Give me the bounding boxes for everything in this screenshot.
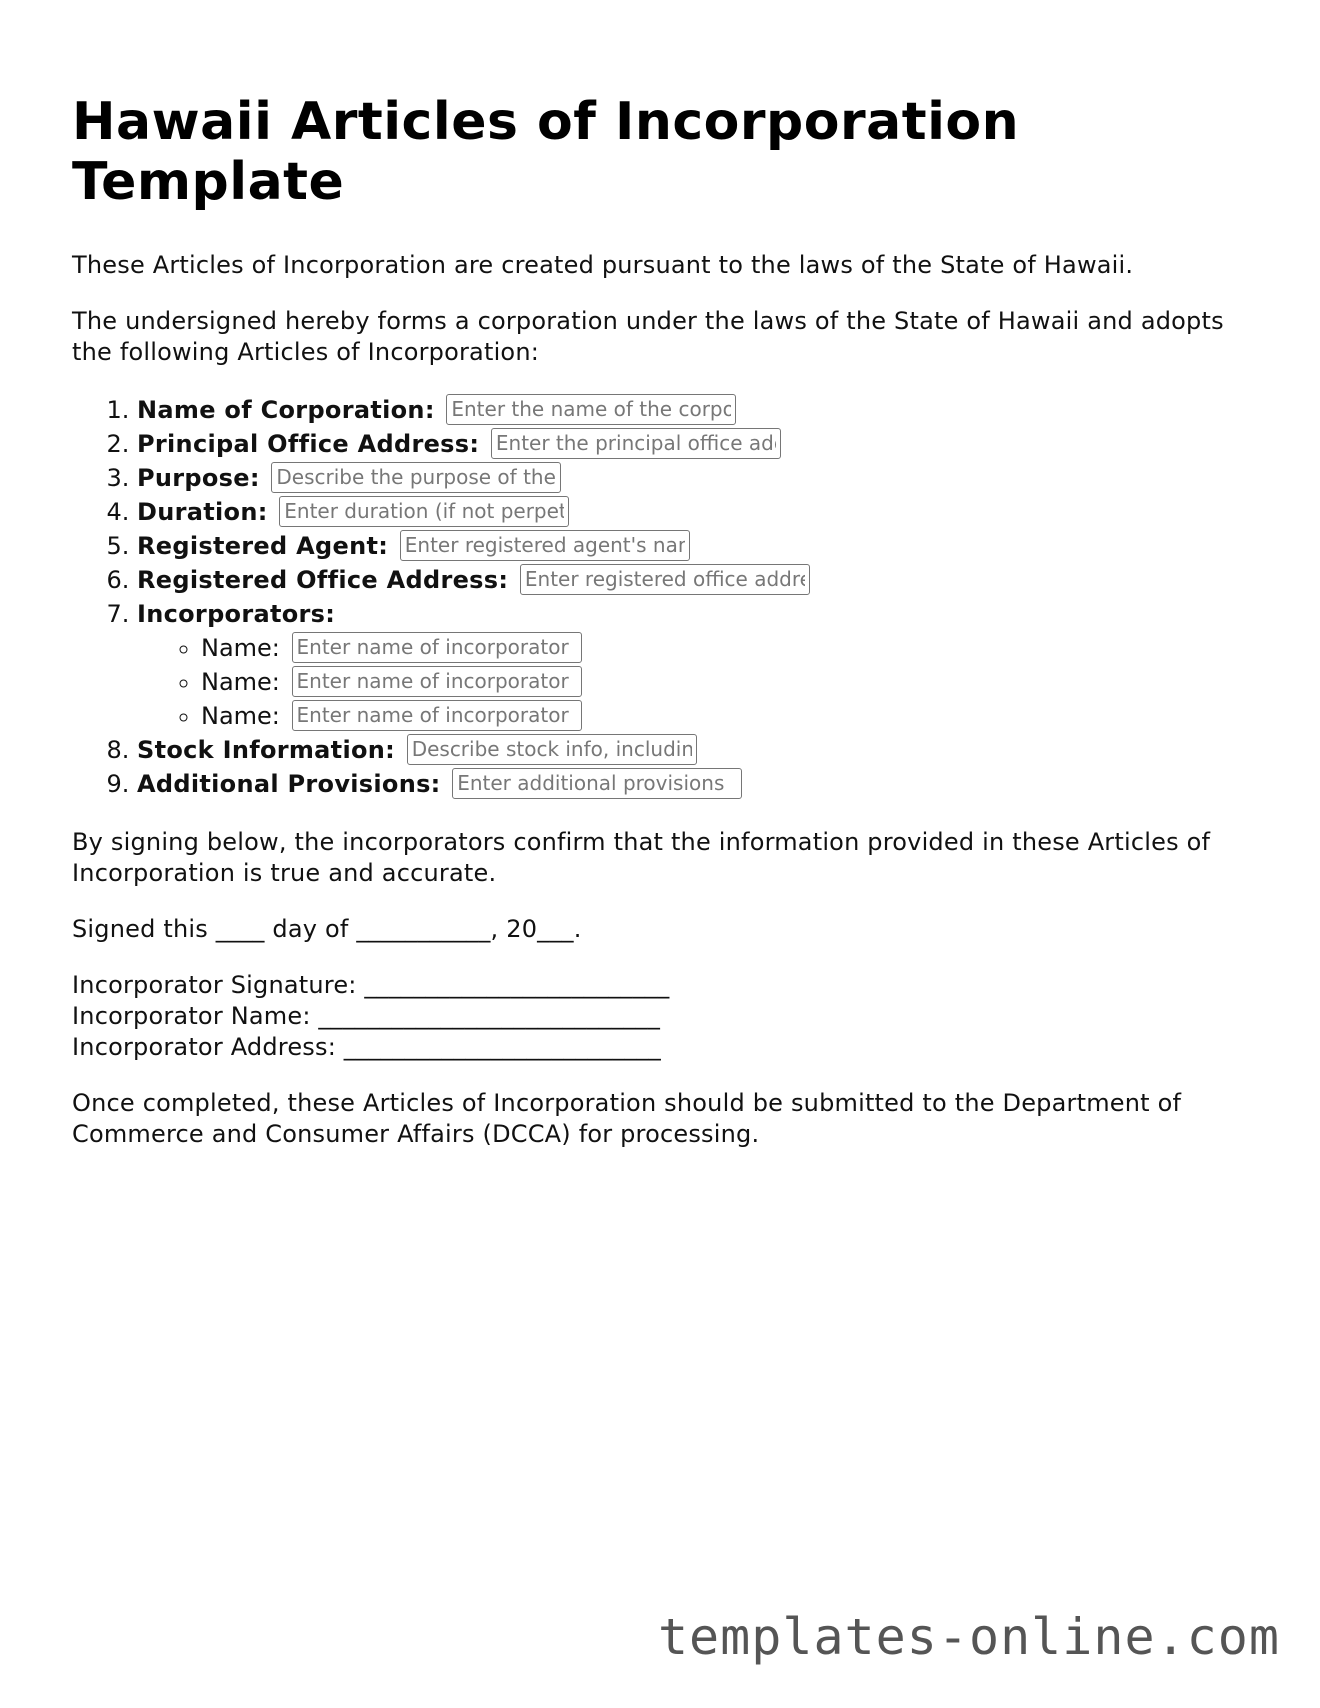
incorporator-name-input-1[interactable] [292, 632, 582, 663]
article-label: Stock Information: [137, 736, 396, 764]
article-item-stock [137, 733, 1252, 767]
registered-agent-input[interactable] [400, 530, 690, 561]
articles-list [72, 393, 1252, 801]
additional-provisions-input[interactable] [452, 768, 742, 799]
article-label: Purpose: [137, 464, 260, 492]
incorporator-name-input-2[interactable] [292, 666, 582, 697]
address-line: Incorporator Address: __________________________ [72, 1033, 662, 1061]
article-label: Additional Provisions: [137, 770, 441, 798]
incorporator-item [201, 631, 1252, 665]
article-item-incorporators [137, 597, 1252, 733]
watermark: templates-online.com [657, 1608, 1280, 1666]
incorporator-label: Name: [201, 668, 280, 696]
signature-line: Incorporator Signature: _________________________ [72, 971, 670, 999]
article-item-purpose [137, 461, 1252, 495]
incorporator-name-input-3[interactable] [292, 700, 582, 731]
article-label: Duration: [137, 498, 268, 526]
duration-input[interactable] [279, 496, 569, 527]
article-label: Incorporators: [137, 600, 336, 628]
article-item-additional [137, 767, 1252, 801]
corporation-name-input[interactable] [446, 394, 736, 425]
stock-information-input[interactable] [407, 734, 697, 765]
registered-office-input[interactable] [520, 564, 810, 595]
purpose-input[interactable] [271, 462, 561, 493]
incorporators-list [137, 631, 1252, 733]
article-label: Name of Corporation: [137, 396, 435, 424]
article-item-duration [137, 495, 1252, 529]
article-label: Registered Agent: [137, 532, 389, 560]
incorporator-item [201, 699, 1252, 733]
article-item-registered-office [137, 563, 1252, 597]
incorporator-label: Name: [201, 634, 280, 662]
article-item-principal-office [137, 427, 1252, 461]
page-title: Hawaii Articles of Incorporation Template [72, 92, 1020, 212]
signature-block [72, 970, 1252, 1063]
principal-office-input[interactable] [491, 428, 781, 459]
intro-paragraph-1: These Articles of Incorporation are created pursuant to the laws of the State of Hawaii. [72, 251, 1134, 279]
confirmation-paragraph: By signing below, the incorporators confirm that the information provided in these Articles of Incorporation is true and accurate. [72, 828, 1211, 887]
incorporator-label: Name: [201, 702, 280, 730]
article-label: Registered Office Address: [137, 566, 509, 594]
name-line: Incorporator Name: ____________________________ [72, 1002, 661, 1030]
article-label: Principal Office Address: [137, 430, 480, 458]
signed-date-line: Signed this ____ day of ___________, 20___. [72, 915, 582, 943]
document-page [72, 92, 1252, 1175]
closing-paragraph: Once completed, these Articles of Incorporation should be submitted to the Department of Commerce and Consumer Affairs (DCCA) for processing. [72, 1089, 1182, 1148]
article-item-registered-agent [137, 529, 1252, 563]
article-item-name [137, 393, 1252, 427]
incorporator-item [201, 665, 1252, 699]
intro-paragraph-2: The undersigned hereby forms a corporation under the laws of the State of Hawaii and adopts the following Articles of Incorporation: [72, 307, 1224, 366]
